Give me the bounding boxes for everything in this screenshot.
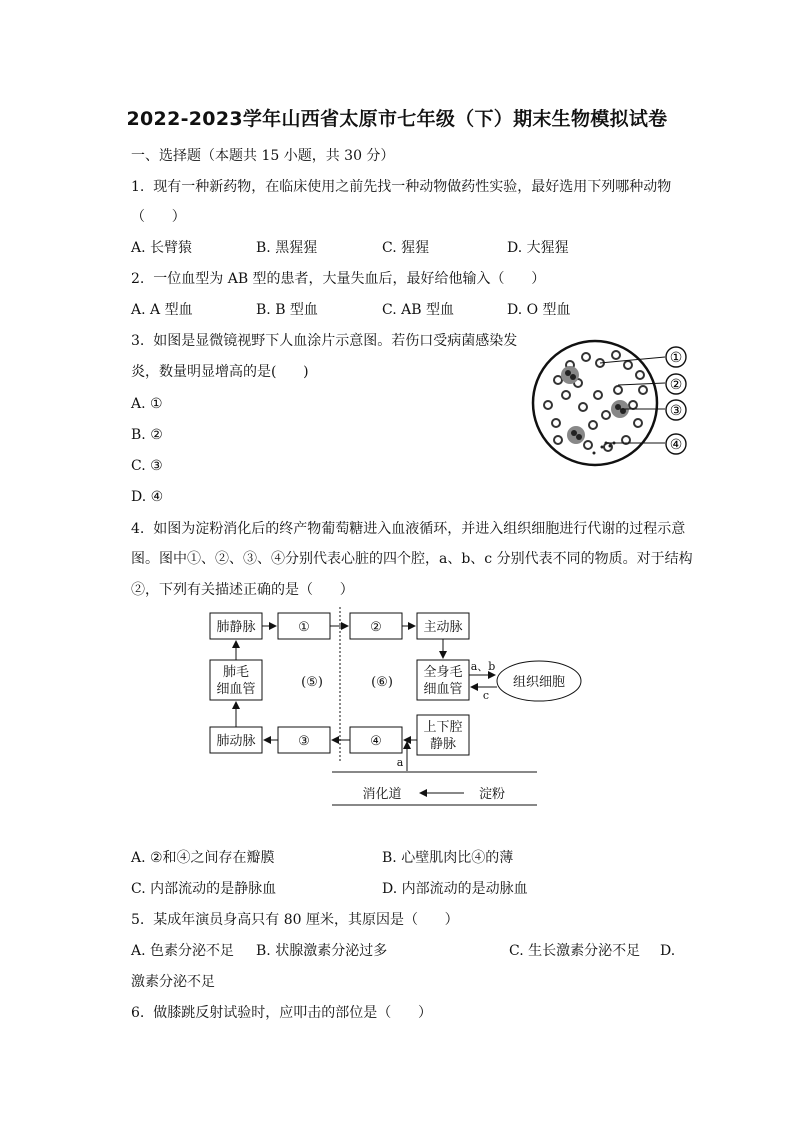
chamber-4: ④ — [370, 734, 382, 749]
question-4-option-b: B. 心壁肌肉比④的薄 — [382, 850, 514, 866]
question-1-option-a: A. 长臂猿 — [131, 240, 193, 256]
label-dian-fen: 淀粉 — [478, 787, 506, 802]
loop-5: (⑤) — [301, 675, 323, 690]
label-quan-shen-2: 细血管 — [423, 682, 463, 697]
figure-label-1: ① — [669, 350, 683, 366]
loop-6: (⑥) — [371, 675, 393, 690]
question-2-option-c: C. AB 型血 — [382, 302, 454, 318]
question-5-option-d: D. — [660, 943, 676, 959]
label-fei-dong-mai: 肺动脉 — [216, 734, 256, 749]
chamber-3: ③ — [298, 734, 310, 749]
question-3-stem-cont: 炎，数量明显增高的是( ) — [131, 364, 309, 380]
page-title: 2022-2023学年山西省太原市七年级（下）期末生物模拟试卷 — [126, 108, 668, 130]
question-5-option-d-cont: 激素分泌不足 — [131, 974, 215, 990]
question-6-stem: 6. 做膝跳反射试验时，应叩击的部位是（ ） — [131, 1005, 432, 1021]
question-1-option-b: B. 黑猩猩 — [256, 240, 318, 256]
question-5-option-c: C. 生长激素分泌不足 — [509, 943, 641, 959]
figure-label-2: ② — [669, 377, 683, 393]
question-4-option-a: A. ②和④之间存在瓣膜 — [131, 850, 275, 866]
question-2-option-d: D. O 型血 — [507, 302, 571, 318]
chamber-2: ② — [370, 620, 382, 635]
question-2-option-a: A. A 型血 — [131, 302, 193, 318]
label-xiao-hua-dao: 消化道 — [362, 787, 402, 802]
question-3-option-b: B. ② — [131, 427, 163, 443]
label-qiang-1: 上下腔 — [423, 720, 463, 735]
label-zu-zhi: 组织细胞 — [512, 675, 566, 690]
question-5-stem: 5. 某成年演员身高只有 80 厘米，其原因是（ ） — [131, 912, 459, 928]
question-1-option-c: C. 猩猩 — [382, 240, 430, 256]
question-3-option-c: C. ③ — [131, 458, 163, 474]
question-4-stem-cont: 图。图中①、②、③、④分别代表心脏的四个腔，a、b、c 分别代表不同的物质。对于结构 — [131, 551, 693, 567]
question-2-stem: 2. 一位血型为 AB 型的患者，大量失血后，最好给他输入（ ） — [131, 271, 546, 287]
question-4-option-c: C. 内部流动的是静脉血 — [131, 881, 277, 897]
figure-label-4: ④ — [669, 437, 683, 453]
question-1-blank: （ ） — [131, 209, 186, 225]
question-5-option-b: B. 状腺激素分泌过多 — [256, 943, 388, 959]
question-4-stem-cont-2: ②，下列有关描述正确的是（ ） — [131, 582, 354, 598]
section-heading: 一、选择题（本题共 15 小题，共 30 分） — [131, 148, 395, 164]
blood-smear-figure — [528, 335, 698, 470]
question-2-option-b: B. B 型血 — [256, 302, 318, 318]
label-fei-jing-mai: 肺静脉 — [216, 620, 256, 635]
chamber-1: ① — [298, 620, 310, 635]
label-fei-mao-2: 细血管 — [216, 682, 256, 697]
question-4-option-d: D. 内部流动的是动脉血 — [382, 881, 528, 897]
label-qiang-2: 静脉 — [429, 737, 457, 752]
question-3-stem: 3. 如图是显微镜视野下人血涂片示意图。若伤口受病菌感染发 — [131, 333, 518, 349]
question-5-option-a: A. 色素分泌不足 — [131, 943, 235, 959]
label-fei-mao-1: 肺毛 — [222, 665, 250, 680]
label-c: c — [482, 689, 490, 702]
circulation-diagram — [200, 605, 600, 815]
question-3-option-d: D. ④ — [131, 489, 164, 505]
figure-label-3: ③ — [669, 403, 683, 419]
question-1-stem: 1. 现有一种新药物，在临床使用之前先找一种动物做药性实验，最好选用下列哪种动物 — [131, 179, 672, 195]
question-1-option-d: D. 大猩猩 — [507, 240, 569, 256]
label-zhu-dong-mai: 主动脉 — [423, 620, 463, 635]
label-quan-shen-1: 全身毛 — [423, 665, 463, 680]
question-3-option-a: A. ① — [131, 396, 163, 412]
question-4-stem: 4. 如图为淀粉消化后的终产物葡萄糖进入血液循环，并进入组织细胞进行代谢的过程示意 — [131, 521, 686, 537]
label-a: a — [396, 756, 404, 769]
label-ab: a、b — [470, 660, 496, 673]
